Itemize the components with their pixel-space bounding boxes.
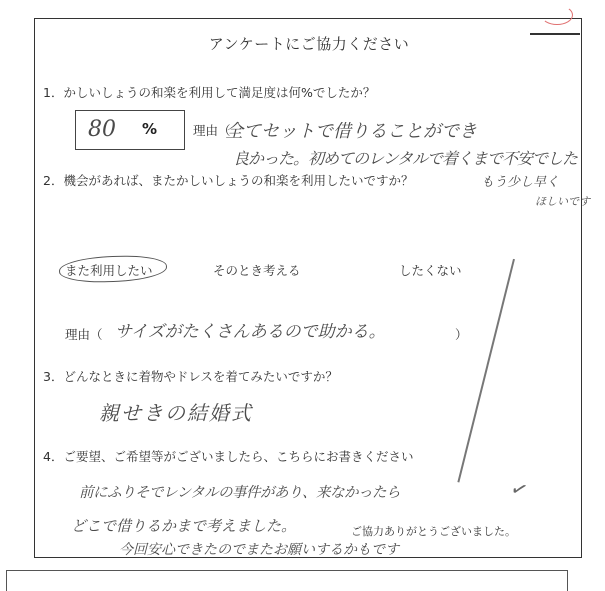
percent-sign: % <box>142 120 158 138</box>
form-title: アンケートにご協力ください <box>208 35 410 53</box>
question-2: 2．機会があれば、またかしいしょうの和楽を利用したいですか？ <box>43 173 414 188</box>
stamp-mark <box>541 5 573 25</box>
q4-answer-handwriting-2: どこで借りるかまで考えました。 <box>71 517 297 535</box>
satisfaction-box <box>75 110 185 150</box>
q2-reason-label: 理由（ <box>65 327 103 342</box>
survey-form <box>34 18 590 558</box>
q3-answer-handwriting: 親せきの結婚式 <box>99 401 253 425</box>
q1-reason-label: 理由（ <box>193 123 231 138</box>
arrow-head: ✓ <box>507 474 532 504</box>
thanks-text: ご協力ありがとうございました。 <box>351 525 516 538</box>
q2-reason-handwriting: サイズがたくさんあるので助かる。 <box>115 322 386 342</box>
q4-answer-handwriting-1: 前にふりそでレンタルの事件があり、来なかったら <box>79 485 401 501</box>
q2-reason-close: ） <box>455 327 468 342</box>
q1-reason-handwriting-4: ほしいです <box>535 195 590 208</box>
question-3: 3．どんなときに着物やドレスを着てみたいですか？ <box>43 369 338 384</box>
q4-answer-handwriting-3: 今回安心できたのでまたお願いするかもです <box>119 542 399 558</box>
option-yes: また利用したい <box>65 263 153 278</box>
q1-reason-handwriting-3: もう少し早く <box>481 175 560 190</box>
satisfaction-value: 80 <box>88 117 116 142</box>
q1-reason-handwriting-1: 全てセットで借りることができ <box>225 121 477 142</box>
question-1: 1．かしいしょうの和楽を利用して満足度は何%でしたか？ <box>43 85 376 100</box>
option-maybe: そのとき考える <box>213 263 301 278</box>
question-4: 4．ご要望、ご希望等がございましたら、こちらにお書きください <box>43 449 414 464</box>
arrow-stroke <box>457 259 514 483</box>
q1-reason-handwriting-2: 良かった。初めてのレンタルで着くまで不安でした <box>233 149 577 168</box>
option-no: したくない <box>399 263 462 278</box>
